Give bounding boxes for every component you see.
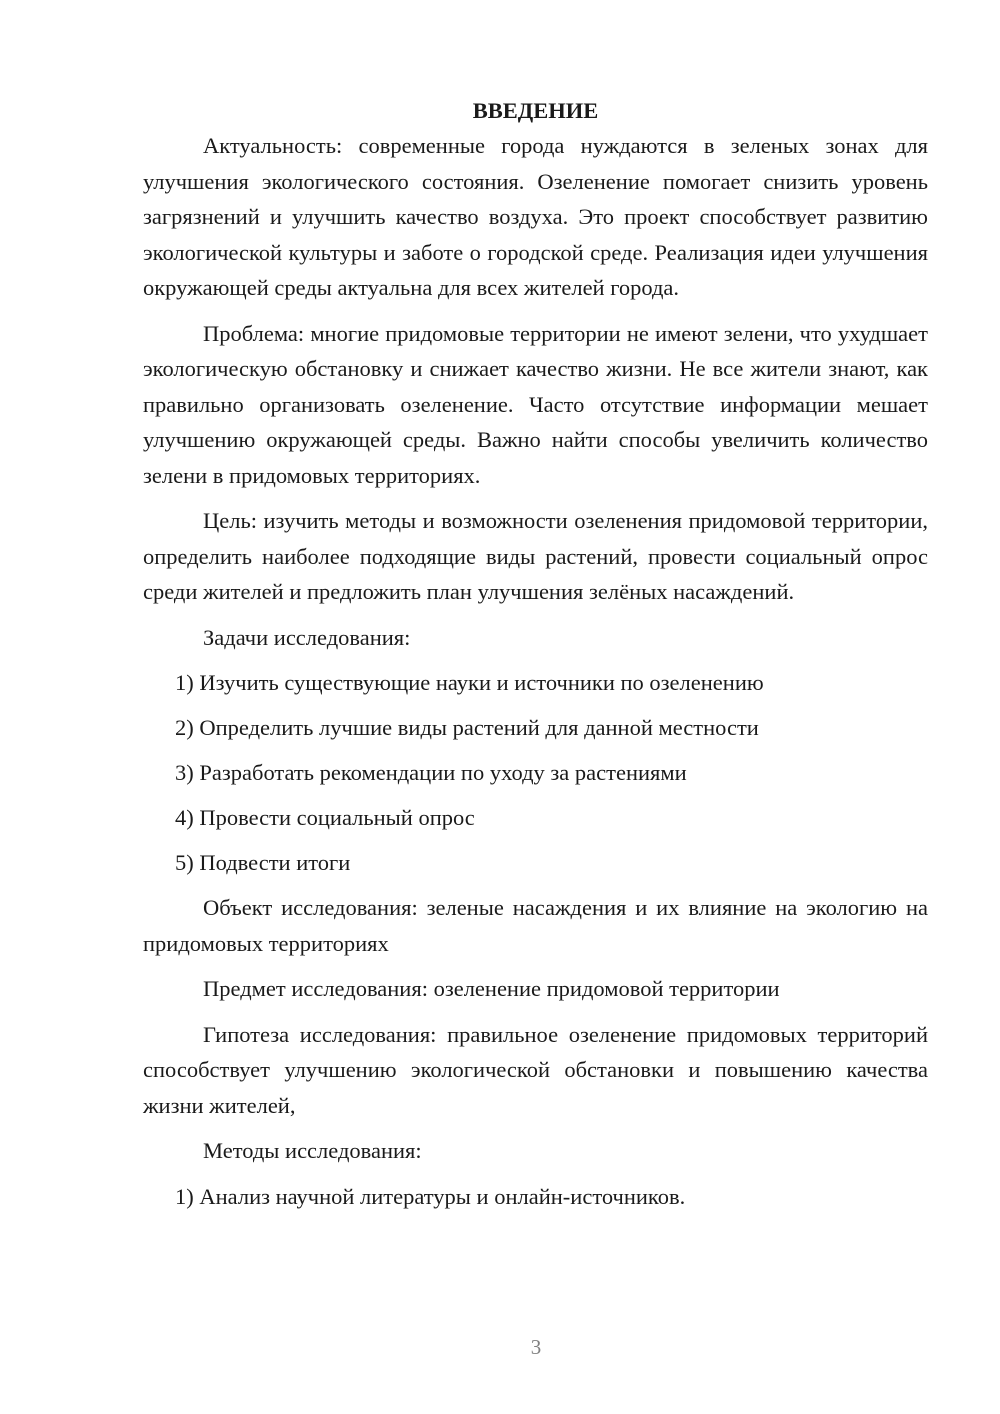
page-title: ВВЕДЕНИЕ xyxy=(472,98,599,123)
methods-heading: Методы исследования: xyxy=(203,1138,422,1163)
page-number: 3 xyxy=(530,1335,542,1359)
list-item: 2) Определить лучшие виды растений для данной местности xyxy=(175,715,759,740)
document-page xyxy=(143,96,928,1224)
list-item: 3) Разработать рекомендации по уходу за растениями xyxy=(175,760,687,785)
subject-paragraph: Предмет исследования: озеленение придомовой территории xyxy=(203,976,780,1001)
list-item: 5) Подвести итоги xyxy=(175,850,351,875)
list-item: 4) Провести социальный опрос xyxy=(175,805,475,830)
tasks-list xyxy=(143,665,928,881)
relevance-paragraph: Актуальность: современные города нуждаются в зеленых зонах для улучшения экологического состояния. Озеленение помогает снизить уровень загрязнений и улучшить качество воздуха. Это проект способствует развитию экологической культуры и заботе о городской среде. Реализация идеи улучшения окружающей среды актуальна для всех жителей города. xyxy=(143,133,928,300)
methods-list xyxy=(143,1179,928,1215)
problem-paragraph: Проблема: многие придомовые территории не имеют зелени, что ухудшает экологическую обстановку и снижает качество жизни. Не все жители знают, как правильно организовать озеленение. Часто отсутствие информации мешает улучшению окружающей среды. Важно найти способы увеличить количество зелени в придомовых территориях. xyxy=(143,320,928,488)
goal-paragraph: Цель: изучить методы и возможности озеленения придомовой территории, определить наиболее подходящие виды растений, провести социальный опрос среди жителей и предложить план улучшения зелёных насаждений. xyxy=(143,508,928,604)
list-item: 1) Изучить существующие науки и источники по озеленению xyxy=(175,670,764,695)
hypothesis-paragraph: Гипотеза исследования: правильное озеленение придомовых территорий способствует улучшению экологической обстановки и повышению качества жизни жителей, xyxy=(143,1021,928,1118)
list-item: 1) Анализ научной литературы и онлайн-источников. xyxy=(175,1183,686,1209)
tasks-heading: Задачи исследования: xyxy=(203,624,411,650)
object-paragraph: Объект исследования: зеленые насаждения и их влияние на экологию на придомовых территориях xyxy=(143,895,928,956)
